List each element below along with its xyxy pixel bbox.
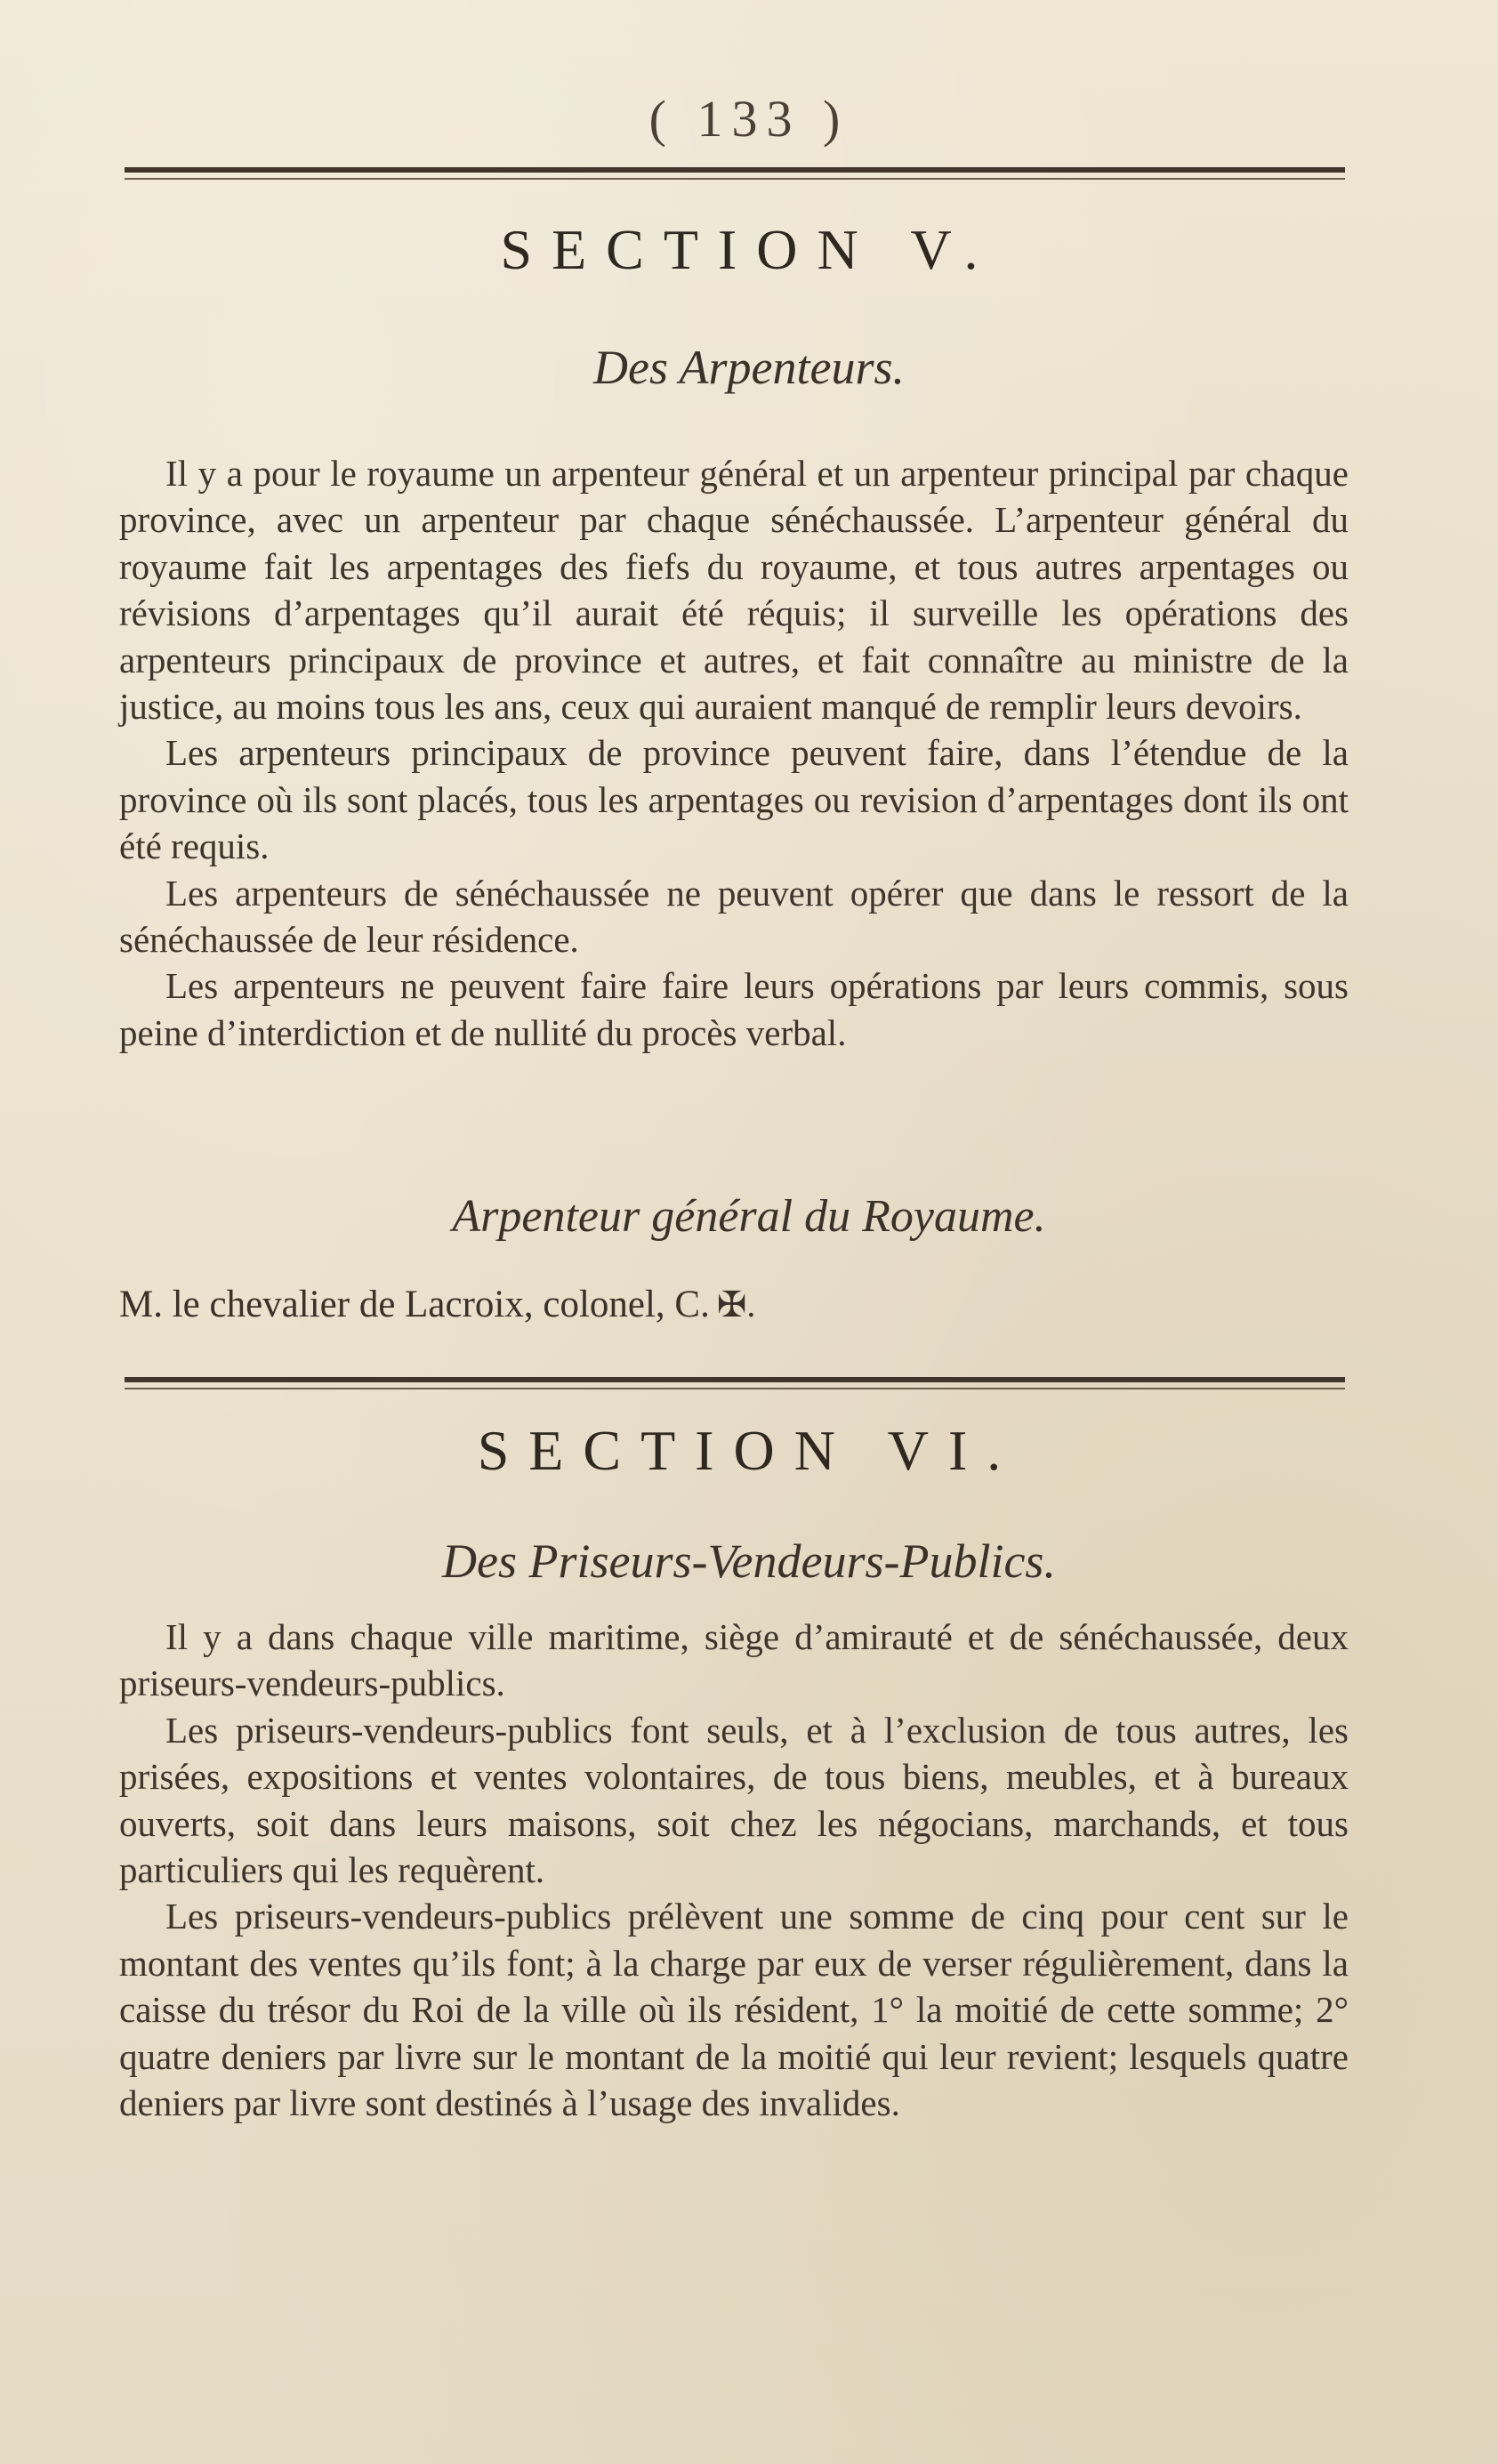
section-5-paragraph: Les arpenteurs principaux de province peuvent faire, dans l’étendue de la province où ils sont placés, tous les arpentages ou revision d’arpentages dont ils ont été requis. [119,732,1349,867]
page-number: ( 133 ) [648,90,850,148]
section-5-body [119,450,1349,1056]
surveyor-general-entry [119,1283,755,1326]
section-5-subtitle: Des Arpenteurs. [593,341,905,394]
section-divider-rule [125,1377,1345,1389]
section-5-paragraph: Les arpenteurs de sénéchaussée ne peuvent opérer que dans le ressort de la sénéchaussée de leur résidence. [119,872,1349,961]
section-6-paragraph: Les priseurs-vendeurs-publics font seuls, et à l’exclusion de tous autres, les prisées, expositions et ventes volontaires, de tous biens, meubles, et à bureaux ouverts, soit dans leurs maisons, soit chez les négocians, marchands, et tous particuliers qui les requèrent. [119,1709,1349,1891]
surveyor-general-name: M. le chevalier de Lacroix, colonel, C. [119,1284,710,1325]
section-5-title: SECTION V. [500,218,998,281]
top-rule-divider [125,167,1345,180]
section-5-paragraph: Les arpenteurs ne peuvent faire faire leurs opérations par leurs commis, sous peine d’interdiction et de nullité du procès verbal. [119,965,1349,1053]
cross-of-saint-louis-mark: ✠. [716,1284,756,1325]
section-6-title: SECTION VI. [477,1419,1021,1482]
surveyor-general-heading: Arpenteur général du Royaume. [452,1191,1046,1242]
section-6-paragraph: Il y a dans chaque ville maritime, siège d’amirauté et de sénéchaussée, deux priseurs-vendeurs-publics. [119,1616,1349,1704]
section-6-body [119,1614,1349,2126]
section-6-paragraph: Les priseurs-vendeurs-publics prélèvent une somme de cinq pour cent sur le montant des ventes qu’ils font; à la charge par eux de verser régulièrement, dans la caisse du trésor du Roi de la ville où ils résident, 1° la moitié de cette somme; 2° quatre deniers par livre sur le montant de la moitié qui leur revient; lesquels quatre deniers par livre sont destinés à l’usage des invalides. [119,1896,1349,2124]
section-5-paragraph: Il y a pour le royaume un arpenteur général et un arpenteur principal par chaque province, avec un arpenteur par chaque sénéchaussée. L’arpenteur général du royaume fait les arpentages des fiefs du royaume, et tous autres arpentages ou révisions d’arpentages qu’il aurait été réquis; il surveille les opérations des arpenteurs principaux de province et autres, et fait connaître au ministre de la justice, au moins tous les ans, ceux qui auraient manqué de remplir leurs devoirs. [119,453,1349,728]
section-6-subtitle: Des Priseurs-Vendeurs-Publics. [442,1534,1056,1588]
